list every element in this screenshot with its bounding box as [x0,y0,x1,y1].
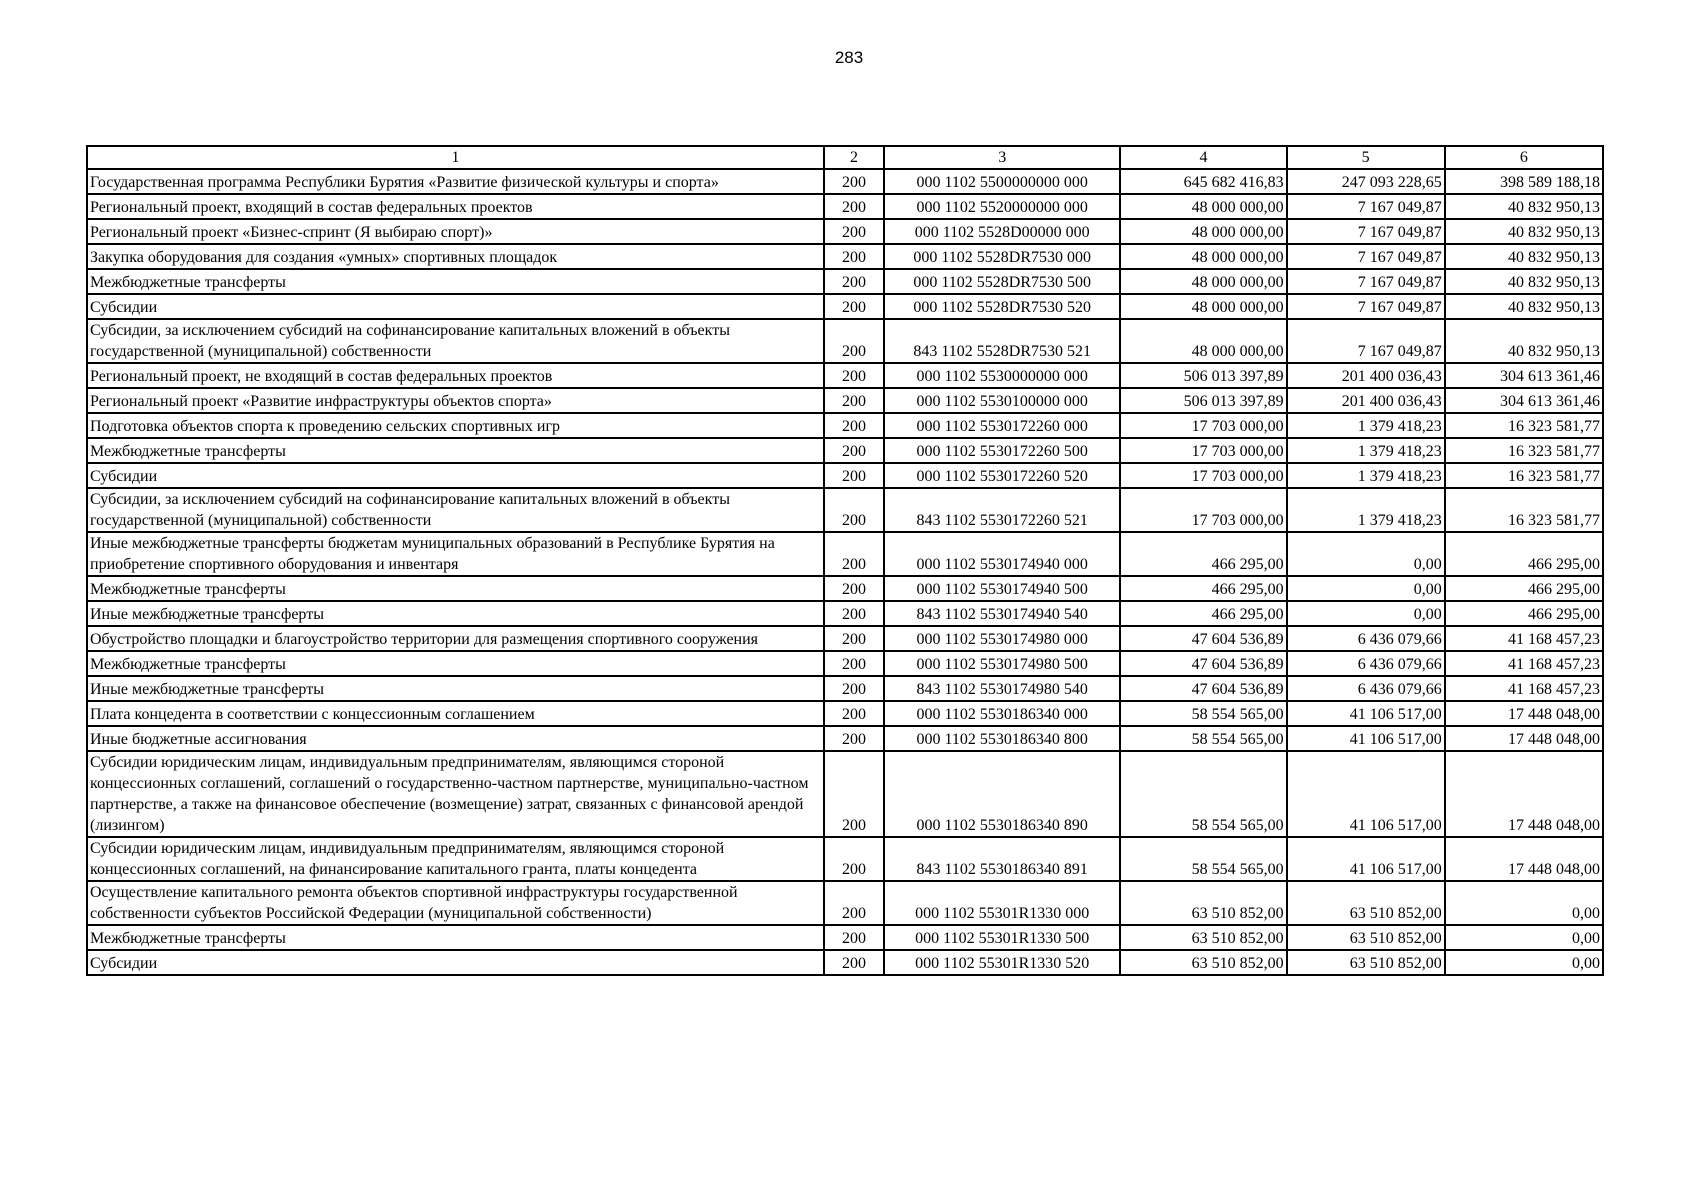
row-unexecuted-cell: 0,00 [1445,950,1603,975]
row-budget-code-cell: 000 1102 55301R1330 500 [884,925,1120,950]
row-unexecuted-cell: 17 448 048,00 [1445,701,1603,726]
row-name-cell: Закупка оборудования для создания «умных» спортивных площадок [87,244,824,269]
row-approved-cell: 506 013 397,89 [1120,388,1286,413]
row-name-cell: Межбюджетные трансферты [87,438,824,463]
row-approved-cell: 48 000 000,00 [1120,269,1286,294]
budget-execution-table [86,145,1604,976]
table-row [87,488,1603,532]
row-executed-cell: 7 167 049,87 [1287,219,1445,244]
row-name-cell: Иные межбюджетные трансферты бюджетам муниципальных образований в Республике Бурятия на приобретение спортивного оборудования и инвентаря [87,532,824,576]
row-unexecuted-cell: 16 323 581,77 [1445,463,1603,488]
row-name-cell: Плата концедента в соответствии с концессионным соглашением [87,701,824,726]
row-name-cell: Субсидии, за исключением субсидий на софинансирование капитальных вложений в объекты государственной (муниципальной) собственности [87,319,824,363]
row-unexecuted-cell: 41 168 457,23 [1445,676,1603,701]
row-budget-code-cell: 000 1102 5530172260 500 [884,438,1120,463]
row-unexecuted-cell: 41 168 457,23 [1445,626,1603,651]
row-budget-code-cell: 000 1102 5530174940 500 [884,576,1120,601]
row-line-code-cell: 200 [824,169,884,194]
row-line-code-cell: 200 [824,194,884,219]
row-line-code-cell: 200 [824,463,884,488]
row-name-cell: Субсидии [87,950,824,975]
row-approved-cell: 17 703 000,00 [1120,463,1286,488]
table-row [87,363,1603,388]
table-row [87,194,1603,219]
row-executed-cell: 7 167 049,87 [1287,319,1445,363]
row-name-cell: Межбюджетные трансферты [87,576,824,601]
row-line-code-cell: 200 [824,488,884,532]
row-approved-cell: 58 554 565,00 [1120,837,1286,881]
row-unexecuted-cell: 16 323 581,77 [1445,438,1603,463]
row-budget-code-cell: 000 1102 5528DR7530 500 [884,269,1120,294]
row-line-code-cell: 200 [824,925,884,950]
row-line-code-cell: 200 [824,676,884,701]
row-approved-cell: 48 000 000,00 [1120,319,1286,363]
row-unexecuted-cell: 16 323 581,77 [1445,488,1603,532]
row-approved-cell: 58 554 565,00 [1120,726,1286,751]
table-row [87,219,1603,244]
row-budget-code-cell: 843 1102 5530172260 521 [884,488,1120,532]
row-name-cell: Межбюджетные трансферты [87,269,824,294]
row-unexecuted-cell: 40 832 950,13 [1445,194,1603,219]
row-line-code-cell: 200 [824,881,884,925]
row-budget-code-cell: 843 1102 5530174980 540 [884,676,1120,701]
table-row [87,269,1603,294]
page-number: 283 [834,48,864,67]
row-unexecuted-cell: 304 613 361,46 [1445,388,1603,413]
row-budget-code-cell: 000 1102 5530172260 520 [884,463,1120,488]
row-approved-cell: 48 000 000,00 [1120,194,1286,219]
row-approved-cell: 645 682 416,83 [1120,169,1286,194]
row-name-cell: Региональный проект, входящий в состав федеральных проектов [87,194,824,219]
table-row [87,726,1603,751]
row-unexecuted-cell: 398 589 188,18 [1445,169,1603,194]
table-row [87,463,1603,488]
row-name-cell: Обустройство площадки и благоустройство территории для размещения спортивного сооружения [87,626,824,651]
row-unexecuted-cell: 0,00 [1445,925,1603,950]
row-budget-code-cell: 843 1102 5528DR7530 521 [884,319,1120,363]
row-executed-cell: 1 379 418,23 [1287,463,1445,488]
row-budget-code-cell: 000 1102 5530000000 000 [884,363,1120,388]
row-unexecuted-cell: 304 613 361,46 [1445,363,1603,388]
row-approved-cell: 47 604 536,89 [1120,651,1286,676]
row-name-cell: Подготовка объектов спорта к проведению сельских спортивных игр [87,413,824,438]
row-line-code-cell: 200 [824,651,884,676]
table-row [87,626,1603,651]
table-row [87,676,1603,701]
row-executed-cell: 6 436 079,66 [1287,626,1445,651]
table-row [87,388,1603,413]
row-line-code-cell: 200 [824,244,884,269]
row-budget-code-cell: 000 1102 55301R1330 520 [884,950,1120,975]
row-executed-cell: 1 379 418,23 [1287,413,1445,438]
row-budget-code-cell: 000 1102 5528DR7530 000 [884,244,1120,269]
table-row [87,837,1603,881]
table-row [87,881,1603,925]
row-approved-cell: 47 604 536,89 [1120,676,1286,701]
row-budget-code-cell: 000 1102 5530172260 000 [884,413,1120,438]
row-budget-code-cell: 000 1102 55301R1330 000 [884,881,1120,925]
table-row [87,294,1603,319]
row-executed-cell: 247 093 228,65 [1287,169,1445,194]
row-name-cell: Межбюджетные трансферты [87,651,824,676]
row-approved-cell: 466 295,00 [1120,601,1286,626]
table-row [87,576,1603,601]
row-line-code-cell: 200 [824,701,884,726]
row-approved-cell: 47 604 536,89 [1120,626,1286,651]
table-body [87,146,1603,975]
row-unexecuted-cell: 17 448 048,00 [1445,751,1603,837]
row-budget-code-cell: 000 1102 5530186340 890 [884,751,1120,837]
row-unexecuted-cell: 40 832 950,13 [1445,219,1603,244]
row-line-code-cell: 200 [824,837,884,881]
row-executed-cell: 63 510 852,00 [1287,950,1445,975]
row-approved-cell: 48 000 000,00 [1120,294,1286,319]
row-name-cell: Субсидии юридическим лицам, индивидуальным предпринимателям, являющимся стороной концессионных соглашений, на финансирование капитального гранта, платы концедента [87,837,824,881]
row-name-cell: Региональный проект «Развитие инфраструктуры объектов спорта» [87,388,824,413]
row-budget-code-cell: 000 1102 5528DR7530 520 [884,294,1120,319]
row-unexecuted-cell: 40 832 950,13 [1445,294,1603,319]
header-cell: 4 [1120,146,1286,169]
row-approved-cell: 506 013 397,89 [1120,363,1286,388]
row-executed-cell: 7 167 049,87 [1287,244,1445,269]
row-executed-cell: 41 106 517,00 [1287,837,1445,881]
row-unexecuted-cell: 466 295,00 [1445,532,1603,576]
row-approved-cell: 17 703 000,00 [1120,438,1286,463]
row-line-code-cell: 200 [824,576,884,601]
row-line-code-cell: 200 [824,363,884,388]
table-row [87,319,1603,363]
row-approved-cell: 63 510 852,00 [1120,925,1286,950]
row-budget-code-cell: 843 1102 5530186340 891 [884,837,1120,881]
row-line-code-cell: 200 [824,751,884,837]
row-name-cell: Региональный проект «Бизнес-спринт (Я выбираю спорт)» [87,219,824,244]
row-line-code-cell: 200 [824,438,884,463]
row-executed-cell: 41 106 517,00 [1287,751,1445,837]
row-executed-cell: 201 400 036,43 [1287,363,1445,388]
row-line-code-cell: 200 [824,388,884,413]
row-executed-cell: 63 510 852,00 [1287,925,1445,950]
row-name-cell: Иные бюджетные ассигнования [87,726,824,751]
row-executed-cell: 7 167 049,87 [1287,269,1445,294]
row-name-cell: Субсидии, за исключением субсидий на софинансирование капитальных вложений в объекты государственной (муниципальной) собственности [87,488,824,532]
row-approved-cell: 63 510 852,00 [1120,881,1286,925]
row-approved-cell: 48 000 000,00 [1120,244,1286,269]
row-approved-cell: 58 554 565,00 [1120,751,1286,837]
row-line-code-cell: 200 [824,726,884,751]
table-row [87,701,1603,726]
table-row [87,651,1603,676]
row-line-code-cell: 200 [824,219,884,244]
table-header-row [87,146,1603,169]
header-cell: 3 [884,146,1120,169]
row-name-cell: Субсидии [87,294,824,319]
row-executed-cell: 0,00 [1287,576,1445,601]
row-budget-code-cell: 000 1102 5500000000 000 [884,169,1120,194]
row-budget-code-cell: 000 1102 5530174940 000 [884,532,1120,576]
row-line-code-cell: 200 [824,413,884,438]
table-row [87,925,1603,950]
row-line-code-cell: 200 [824,269,884,294]
row-unexecuted-cell: 41 168 457,23 [1445,651,1603,676]
row-approved-cell: 466 295,00 [1120,576,1286,601]
row-budget-code-cell: 000 1102 5520000000 000 [884,194,1120,219]
row-executed-cell: 0,00 [1287,601,1445,626]
row-line-code-cell: 200 [824,319,884,363]
row-executed-cell: 7 167 049,87 [1287,194,1445,219]
row-approved-cell: 17 703 000,00 [1120,413,1286,438]
row-unexecuted-cell: 466 295,00 [1445,601,1603,626]
table-row [87,751,1603,837]
row-line-code-cell: 200 [824,950,884,975]
row-unexecuted-cell: 466 295,00 [1445,576,1603,601]
row-line-code-cell: 200 [824,601,884,626]
row-name-cell: Субсидии [87,463,824,488]
row-executed-cell: 41 106 517,00 [1287,726,1445,751]
row-unexecuted-cell: 17 448 048,00 [1445,837,1603,881]
row-line-code-cell: 200 [824,626,884,651]
row-name-cell: Иные межбюджетные трансферты [87,601,824,626]
row-unexecuted-cell: 17 448 048,00 [1445,726,1603,751]
row-name-cell: Субсидии юридическим лицам, индивидуальным предпринимателям, являющимся стороной концессионных соглашений, соглашений о государственно-частном партнерстве, муниципально-частном партнерстве, а также на финансовое обеспечение (возмещение) затрат, связанных с финансовой арендой (лизингом) [87,751,824,837]
row-name-cell: Иные межбюджетные трансферты [87,676,824,701]
row-unexecuted-cell: 40 832 950,13 [1445,244,1603,269]
row-name-cell: Осуществление капитального ремонта объектов спортивной инфраструктуры государственной собственности субъектов Российской Федерации (муниципальной собственности) [87,881,824,925]
row-executed-cell: 1 379 418,23 [1287,488,1445,532]
row-budget-code-cell: 000 1102 5530186340 000 [884,701,1120,726]
row-line-code-cell: 200 [824,294,884,319]
table-row [87,244,1603,269]
row-unexecuted-cell: 40 832 950,13 [1445,269,1603,294]
row-approved-cell: 63 510 852,00 [1120,950,1286,975]
row-approved-cell: 17 703 000,00 [1120,488,1286,532]
row-unexecuted-cell: 40 832 950,13 [1445,319,1603,363]
table-row [87,950,1603,975]
row-executed-cell: 7 167 049,87 [1287,294,1445,319]
row-budget-code-cell: 843 1102 5530174940 540 [884,601,1120,626]
row-executed-cell: 201 400 036,43 [1287,388,1445,413]
row-executed-cell: 6 436 079,66 [1287,676,1445,701]
header-cell: 2 [824,146,884,169]
row-executed-cell: 41 106 517,00 [1287,701,1445,726]
row-approved-cell: 58 554 565,00 [1120,701,1286,726]
row-unexecuted-cell: 0,00 [1445,881,1603,925]
row-budget-code-cell: 000 1102 5530100000 000 [884,388,1120,413]
row-budget-code-cell: 000 1102 5530174980 000 [884,626,1120,651]
row-executed-cell: 0,00 [1287,532,1445,576]
header-cell: 5 [1287,146,1445,169]
row-budget-code-cell: 000 1102 5530186340 800 [884,726,1120,751]
row-budget-code-cell: 000 1102 5530174980 500 [884,651,1120,676]
header-cell: 1 [87,146,824,169]
table-row [87,438,1603,463]
header-cell: 6 [1445,146,1603,169]
row-unexecuted-cell: 16 323 581,77 [1445,413,1603,438]
row-approved-cell: 48 000 000,00 [1120,219,1286,244]
table-row [87,169,1603,194]
table-row [87,532,1603,576]
row-approved-cell: 466 295,00 [1120,532,1286,576]
row-name-cell: Региональный проект, не входящий в состав федеральных проектов [87,363,824,388]
row-executed-cell: 6 436 079,66 [1287,651,1445,676]
row-name-cell: Межбюджетные трансферты [87,925,824,950]
row-line-code-cell: 200 [824,532,884,576]
row-executed-cell: 1 379 418,23 [1287,438,1445,463]
row-executed-cell: 63 510 852,00 [1287,881,1445,925]
table-row [87,601,1603,626]
table-row [87,413,1603,438]
row-budget-code-cell: 000 1102 5528D00000 000 [884,219,1120,244]
row-name-cell: Государственная программа Республики Бурятия «Развитие физической культуры и спорта» [87,169,824,194]
